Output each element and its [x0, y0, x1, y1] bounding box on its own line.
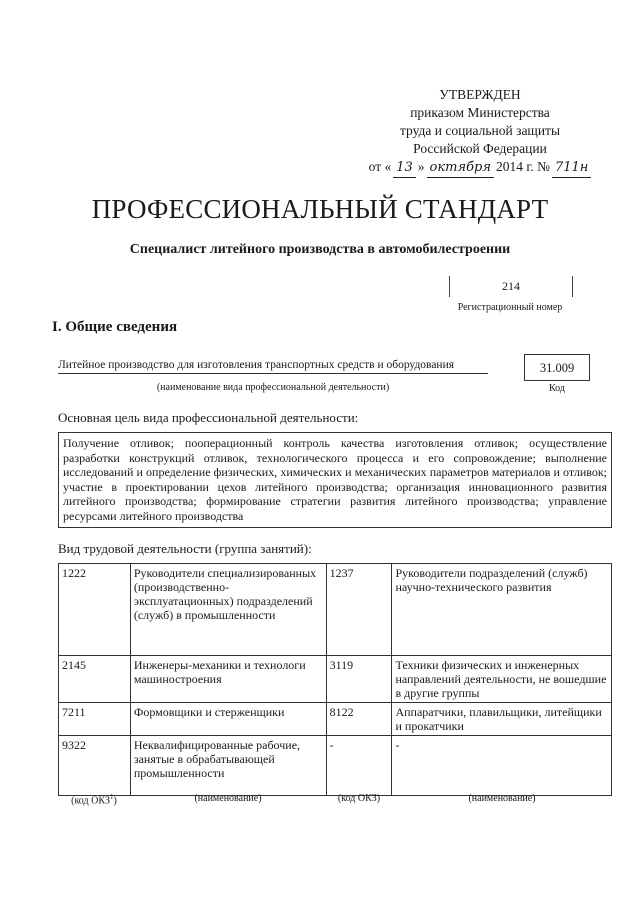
occupation-name-cell: Техники физических и инженерных направлений деятельности, не вошедшие в другие группы — [392, 656, 612, 703]
date-year: 2014 г. № — [495, 159, 550, 174]
registration-label: Регистрационный номер — [457, 302, 563, 313]
page-subtitle: Специалист литейного производства в автомобилестроении — [129, 242, 511, 257]
table-row — [59, 736, 612, 796]
occupation-heading: Вид трудовой деятельности (группа занятий): — [58, 541, 312, 556]
occupation-name-cell: - — [392, 736, 612, 796]
okz-code-cell: - — [326, 736, 392, 796]
date-month: октября — [427, 159, 494, 178]
okz-code-caption-2: (код ОКЗ) — [337, 793, 381, 804]
approval-line1: УТВЕРЖДЕН — [439, 87, 521, 102]
occupation-table — [58, 563, 612, 796]
activity-code: 31.009 — [524, 354, 590, 381]
date-prefix: от « — [368, 159, 392, 174]
okz-code-caption-text: (код ОКЗ — [71, 795, 111, 807]
table-row — [59, 564, 612, 656]
approval-line3: труда и социальной защиты — [399, 123, 561, 138]
occupation-name-cell: Неквалифицированные рабочие, занятые в обрабатывающей промышленности — [130, 736, 326, 796]
activity-code-caption: Код — [549, 383, 565, 394]
okz-code-cell: 3119 — [326, 656, 392, 703]
goal-text: Получение отливок; пооперационный контроль качества изготовления отливок; осуществление разработки конструкций отливок, технологического процесса и его сопровождение; выполнение исследований и определение физических, химических и механических параметров материалов и отливок; участие в проектировании цехов литейного производства; организация инновационного развития литейного производства; формирование стратегии развития литейного производства; управление ресурсами литейного производства — [58, 432, 612, 528]
table-row — [59, 656, 612, 703]
registration-number: 214 — [449, 276, 573, 297]
occupation-name-cell: Инженеры-механики и технологи машиностроения — [130, 656, 326, 703]
date-day: 13 — [393, 159, 416, 178]
occupation-name-caption-2: (наименование) — [468, 793, 536, 804]
occupation-name-cell: Аппаратчики, плавильщики, литейщики и прокатчики — [392, 703, 612, 736]
occupation-name-cell: Руководители подразделений (служб) научно-технического развития — [392, 564, 612, 656]
occupation-name-cell: Формовщики и стерженщики — [130, 703, 326, 736]
okz-code-caption-close: ) — [113, 795, 117, 807]
occupation-name-cell: Руководители специализированных (производственно-эксплуатационных) подразделений (служб) в промышленности — [130, 564, 326, 656]
approval-date-line — [360, 158, 600, 178]
approval-block — [360, 86, 600, 178]
okz-code-cell: 8122 — [326, 703, 392, 736]
footnote-marker: 1 — [110, 793, 114, 801]
goal-heading: Основная цель вида профессиональной деятельности: — [58, 410, 359, 425]
table-captions — [58, 793, 612, 806]
order-number: 711н — [552, 159, 591, 178]
page-title: ПРОФЕССИОНАЛЬНЫЙ СТАНДАРТ — [91, 194, 549, 224]
section-title: I. Общие сведения — [52, 319, 178, 335]
approval-line2: приказом Министерства — [410, 105, 550, 120]
okz-code-caption — [58, 793, 130, 806]
approval-line4: Российской Федерации — [413, 141, 547, 156]
okz-code-cell: 7211 — [59, 703, 131, 736]
date-day-close: » — [417, 159, 425, 174]
activity-name: Литейное производство для изготовления транспортных средств и оборудования — [58, 359, 488, 374]
activity-caption: (наименование вида профессиональной деятельности) — [156, 382, 390, 393]
okz-code-cell: 1237 — [326, 564, 392, 656]
okz-code-cell: 9322 — [59, 736, 131, 796]
table-row — [59, 703, 612, 736]
occupation-name-caption: (наименование) — [194, 793, 262, 804]
okz-code-cell: 1222 — [59, 564, 131, 656]
okz-code-cell: 2145 — [59, 656, 131, 703]
